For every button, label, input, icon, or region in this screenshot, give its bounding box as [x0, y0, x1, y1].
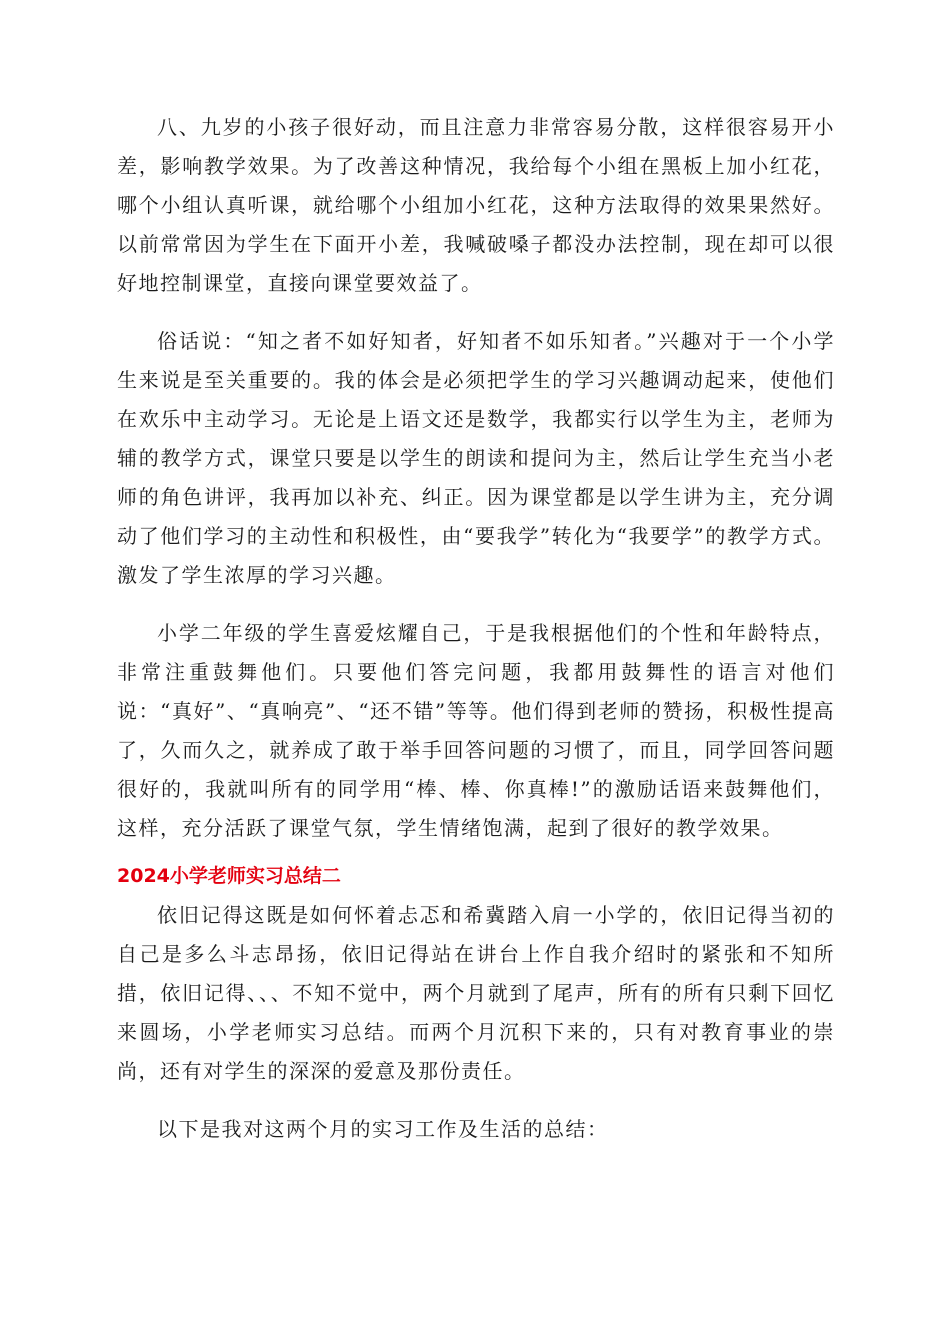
- paragraph-encouragement: 小学二年级的学生喜爱炫耀自己，于是我根据他们的个性和年龄特点，非常注重鼓舞他们。只要他们答完问题，我都用鼓舞性的语言对他们说：“真好”、“真响亮”、“还不错”等等。他们得到老师的赞扬，积极性提高了，久而久之，就养成了敢于举手回答问题的习惯了，而且，同学回答问题很好的，我就叫所有的同学用“棒、棒、你真棒!”的激励话语来鼓舞他们，这样，充分活跃了课堂气氛，学生情绪饱满，起到了很好的教学效果。: [117, 621, 835, 840]
- paragraph-interest: 俗话说：“知之者不如好知者，好知者不如乐知者。”兴趣对于一个小学生来说是至关重要的。我的体会是必须把学生的学习兴趣调动起来，使他们在欢乐中主动学习。无论是上语文还是数学，我都实行以学生为主，老师为辅的教学方式，课堂只要是以学生的朗读和提问为主，然后让学生充当小老师的角色讲评，我再加以补充、纠正。因为课堂都是以学生讲为主，充分调动了他们学习的主动性和积极性，由“要我学”转化为“我要学”的教学方式。激发了学生浓厚的学习兴趣。: [117, 329, 835, 587]
- paragraph-summary-intro: 以下是我对这两个月的实习工作及生活的总结：: [157, 1117, 609, 1141]
- paragraph-memories: 依旧记得这既是如何怀着忐忑和希冀踏入肩一小学的，依旧记得当初的自己是多么斗志昂扬，依旧记得站在讲台上作自我介绍时的紧张和不知所措，依旧记得、、、不知不觉中，两个月就到了尾声，所有的所有只剩下回忆来圆场，小学老师实习总结。而两个月沉积下来的，只有对教育事业的崇尚，还有对学生的深深的爱意及那份责任。: [117, 903, 835, 1083]
- document-page: [117, 108, 835, 1149]
- section-heading: 2024小学老师实习总结二: [117, 865, 341, 887]
- paragraph-attention: 八、九岁的小孩子很好动，而且注意力非常容易分散，这样很容易开小差，影响教学效果。为了改善这种情况，我给每个小组在黑板上加小红花，哪个小组认真听课，就给哪个小组加小红花，这种方法取得的效果果然好。以前常常因为学生在下面开小差，我喊破嗓子都没办法控制，现在却可以很好地控制课堂，直接向课堂要效益了。: [117, 115, 835, 295]
